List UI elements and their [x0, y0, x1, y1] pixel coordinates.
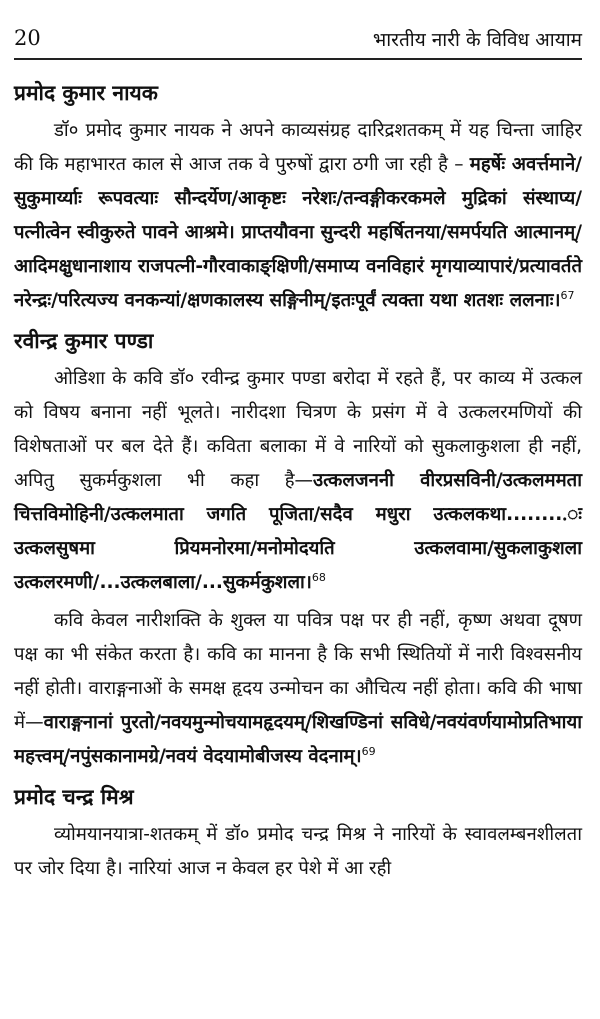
paragraph [14, 818, 582, 886]
page-number: 20 [14, 26, 41, 50]
footnote-marker: 67 [560, 288, 575, 302]
paragraph-text: कवि केवल नारीशक्ति के शुक्ल या पवित्र पक्ष पर ही नहीं, कृष्ण अथवा दूषण पक्ष का भी संकेत करता है। कवि का मानना है कि सभी स्थितियों में नारी विश्वसनीय नहीं होती। वाराङ्गनाओं के समक्ष हृदय उन्मोचन का औचित्य नहीं होता। कवि की भाषा में— [14, 610, 582, 733]
footnote-marker: 69 [361, 744, 376, 758]
paragraph [14, 114, 582, 318]
footnote-marker: 68 [311, 570, 326, 584]
paragraph-text: व्योमयानयात्रा-शतकम् में डॉ० प्रमोद चन्द्र मिश्र ने नारियों के स्वावलम्बनशीलता पर जोर दिया है। नारियां आज न केवल हर पेशे में आ रही [14, 824, 582, 879]
paragraph-text: ओडिशा के कवि डॉ० रवीन्द्र कुमार पण्डा बरोदा में रहते हैं, पर काव्य में उत्कल को विषय बनाना नहीं भूलते। नारीदशा चित्रण के प्रसंग में वे उत्कलरमणियों की विशेषताओं पर बल देते हैं। कविता बलाका में वे नारियों को सुकलाकुशला ही नहीं, अपितु सुकर्मकुशला भी कहा है— [14, 368, 582, 491]
paragraph-text: डॉ० प्रमोद कुमार नायक ने अपने काव्यसंग्रह दारिद्रशतकम् में यह चिन्ता जाहिर की कि महाभारत काल से आज तक वे पुरुषों द्वारा ठगी जा रही है – [14, 120, 582, 175]
section-heading-ravindra-kumar-panda: रवीन्द्र कुमार पण्डा [14, 329, 154, 353]
section-heading-pramod-kumar-nayak: प्रमोद कुमार नायक [14, 81, 158, 105]
running-title: भारतीय नारी के विविध आयाम [372, 29, 582, 51]
section-heading-pramod-chandra-mishra: प्रमोद चन्द्र मिश्र [14, 785, 134, 809]
quotation: उत्कलजननी वीरप्रसविनी/उत्कलममता चित्तविमोहिनी/उत्कलमाता जगति पूजिता/सदैव मधुरा उत्कलकथा.........ः उत्कलसुषमा प्रियमनोरमा/मनोमोदयति उत्कलवामा/सुकलाकुशला उत्कलरमणी/...उत्कलबाला/...सुकर्मकुशला। [14, 470, 582, 593]
page-content [14, 70, 582, 890]
header-rule [14, 58, 582, 60]
paragraph [14, 362, 582, 600]
quotation: महर्षेः अवर्त्तमाने/सुकुमार्य्याः रूपवत्याः सौन्दर्येण/आकृष्टः नरेशः/तन्वङ्गीकरकमले मुद्रिकां संस्थाप्य/पत्नीत्वेन स्वीकुरुते पावने आश्रमे। प्राप्तयौवना सुन्दरी महर्षितनया/समर्पयति आत्मानम्/आदिमक्षुधानाशाय राजपत्नी-गौरवाकाङ्क्षिणी/समाप्य वनविहारं मृगयाव्यापारं/प्रत्यावर्तते नरेन्द्रः/परित्यज्य वनकन्यां/क्षणकालस्य सङ्गिनीम्/इतःपूर्वं त्यक्ता यथा शतशः ललनाः। [14, 154, 583, 311]
quotation: वाराङ्गनानां पुरतो/नवयमुन्मोचयामहृदयम्/शिखण्डिनां सविधे/नवयंवर्णयामोप्रतिभाया महत्त्वम्/नपुंसकानामग्रे/नवयं वेदयामोबीजस्य वेदनाम्। [14, 712, 582, 767]
page-header [14, 26, 582, 56]
paragraph [14, 604, 582, 774]
